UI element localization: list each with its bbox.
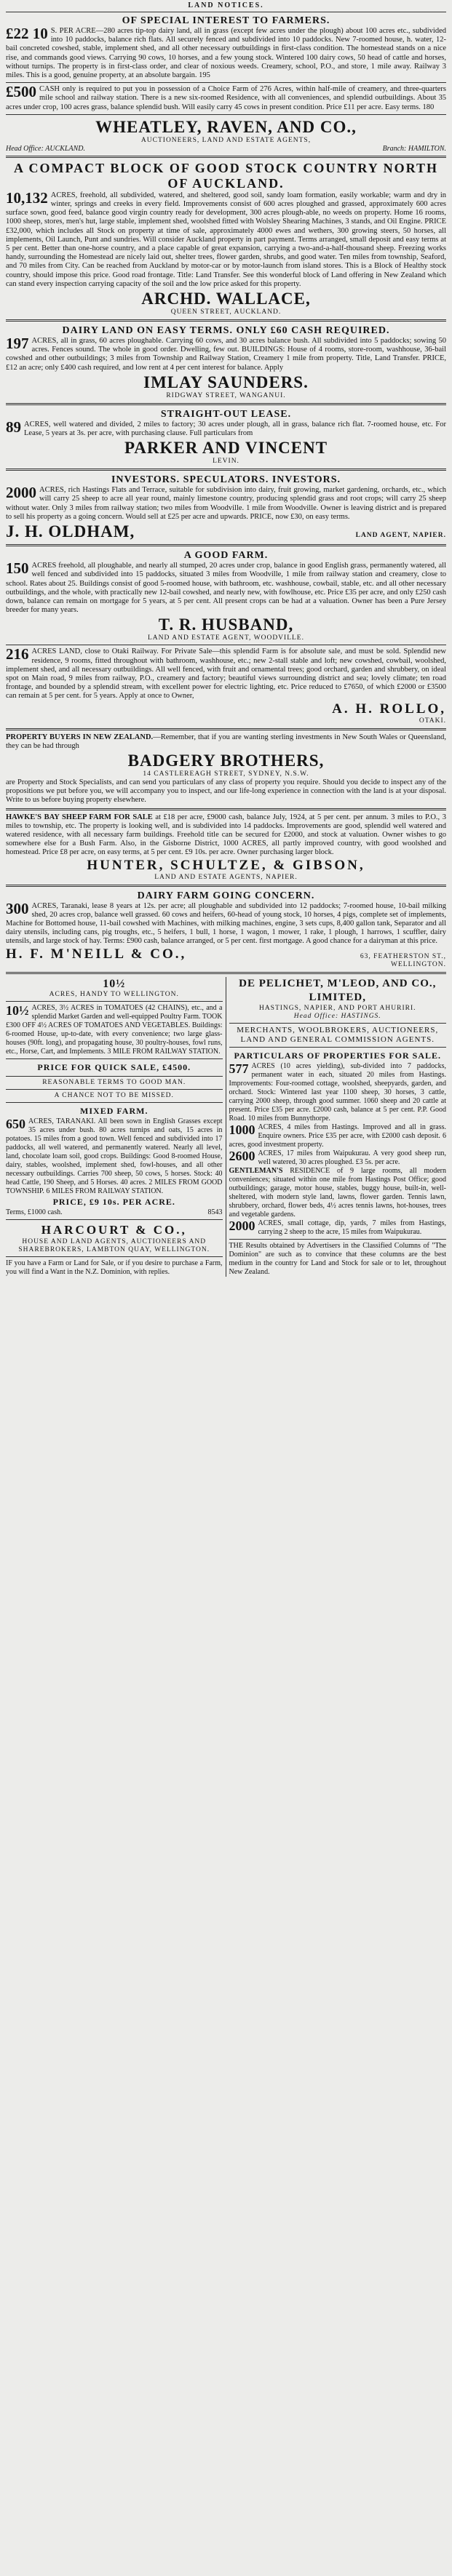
ad-otaki [6,647,446,725]
agent-name: A. H. ROLLO, [332,701,446,717]
ad-lead: £22 10 [6,25,48,42]
left-column [6,977,226,1277]
ad-title: INVESTORS. SPECULATORS. INVESTORS. [111,474,341,486]
ad-lead: 10½ [6,1002,29,1018]
branch: Branch: HAMILTON. [382,144,446,153]
ad-body: ACRES, 17 miles from Waipukurau. A very good sheep run, well watered, 30 acres ploughed. £3 5s. per acre. [258,1149,446,1166]
ad-lead: 1000 [229,1122,255,1137]
ad-straight-lease [6,408,446,466]
agent-caption: HOUSE AND LAND AGENTS, AUCTIONEERS AND SHAREBROKERS, LAMBTON QUAY, WELLINGTON. [18,1237,210,1253]
agent-caption: LAND AGENT, NAPIER. [355,532,446,540]
agent-caption: HASTINGS, NAPIER, AND PORT AHURIRI. [258,1004,416,1012]
ad-property-buyers [6,733,446,805]
ad-cash-500 [6,85,446,112]
ad-lead: GENTLEMAN'S [229,1166,283,1175]
ad-investors [6,474,446,541]
ad-body: at £18 per acre, £9000 cash, balance July, 1924, at 5 per cent. per annum. 3 miles to P.O., 3 miles to township, etc. The property is looking well, and is subdivided into 14 paddocks. Improvements are good, splendid well watered and watered residence, with all necessary farm buildings. Freehold title can be secured for £2000, and stock at valuation. Owner wishes to go somewhere else for a Bush Farm. Also, in the Gisborne District, 1000 ACRES, all partly improved country, with good woolshed and homestead. Price £8 per acre, on easy terms, at 5 per cent. £9 10s. per acre. Owner purchasing larger block. [6,813,446,857]
ad-lead: 10½ [103,977,126,990]
ad-body: ACRES, TARANAKI. All been sown in English Grasses except 35 acres under bush. 80 acres turnips and oats, 15 acres in potatoes. 15 miles from a good town. Well fenced and subdivided into 17 paddocks, all well watered, and permanently watered. Nearly all level, land, chocolate loam soil, good crops. Buildings: Good 8-roomed House, dairy, stables, woolshed, implement shed, fowl-houses, and all other necessary outbuildings. Carries 700 sheep, 50 cows, 5 horses. Stock: 40 head Cattle, 190 Sheep, and 5 Horses. 40 acres. 2 MILES FROM GOOD TOWNSHIP. 6 MILES FROM RAILWAY STATION. [6,1117,223,1195]
ad-lead: 2600 [229,1148,255,1163]
agent-name: PARKER AND VINCENT [124,439,328,458]
ad-hawkes-bay [6,813,446,882]
ad-ref: 180 [422,103,435,111]
terms-caption: REASONABLE TERMS TO GOOD MAN. [42,1078,186,1086]
agent-name: J. H. OLDHAM, [6,522,135,541]
two-column-section [6,977,446,1277]
ad-lead: PROPERTY BUYERS IN NEW ZEALAND. [6,733,154,741]
terms-line: Terms, £1000 cash. [6,1208,63,1216]
agent-name: HARCOURT & CO., [41,1222,187,1237]
ad-special-interest [6,15,446,80]
ad-lead: HAWKE'S BAY SHEEP FARM FOR SALE [6,813,153,821]
ad-body: ACRES, 4 miles from Hastings. Improved and all in grass. Enquire owners. Price £35 per acre, with £2000 cash deposit. 6 acres, good investment property. [229,1122,446,1149]
agent-caption: QUEEN STREET, AUCKLAND. [170,308,282,316]
agent-caption: LAND AND ESTATE AGENTS, NAPIER. [154,873,298,881]
ad-ref: 195 [199,71,210,80]
ad-body: IF you have a Farm or Land for Sale, or if you desire to purchase a Farm, you will find a Want in the N.Z. Dominion, with replies. [6,1259,223,1276]
ad-body: THE Results obtained by Advertisers in the Classified Columns of "The Dominion" are such as to convince that these columns are the best medium in the country for Land and Stock for sale or to let, throughout New Zealand. [229,1241,446,1276]
agent-name: WHEATLEY, RAVEN, AND CO., [95,117,357,136]
ad-wheatley [6,117,446,153]
ad-body: ACRES, Taranaki, lease 8 years at 12s. per acre; all ploughable and subdivided into 12 paddocks; 7-roomed house, 10-bail milking shed, 20 acres crop, balance well grassed. 60 cows and heifers, 60-head of young stock, 10 horses, 4 pigs, complete set of implements, Machine for Bottomed house, 11-bail cowshed with Machines, with milking machines, engine, 3 sets cups, 8,400 gallon tank, Separator and all dairy utensils, including cans, pig troughs, etc., 5 heifers, 1 bull, 1 horse, 1 wagon, 1 mower, 1 rake, 1 plough, 1 harrows, 1 scuffler, dairy utensils, and large stock of hay. Terms: £900 cash, balance arranged, or 5 per cent. first mortgage. A good chance for a dairyman at this price. [6,901,446,946]
agent-caption: LEVIN. [213,458,239,466]
agent-name: DE PELICHET, M'LEOD, AND CO., LIMITED, [239,977,437,1003]
agent-caption: AUCTIONEERS, LAND AND ESTATE AGENTS, [140,136,312,144]
agent-name: T. R. HUSBAND, [158,615,294,634]
price-title: PRICE FOR QUICK SALE, £4500. [37,1061,191,1072]
ad-body: ACRES freehold, all ploughable, and nearly all stumped, 20 acres under crop, balance in good English grass, permanently watered, all well fenced and subdivided into 15 paddocks, situated 3 miles from Woodville, 1 mile from railway station and creamery, close to school. Rates about 25. Buildings consist of good 5-roomed house, with bathroom, etc. washhouse, cowbail, stable, etc. and all other necessary outbuildings, and the whole, with practically new 12-bail cowshed, and nearly new, with fowlhouse, etc. Price £35 per acre, and only £250 cash down, balance can remain on mortgage for 5 years, at 5 per cent. All present crops can be had at a valuation. Owner has been a Pure Jersey breeder for many years. [6,562,446,615]
ad-title: MIXED FARM. [80,1105,148,1116]
ad-lead: 10,132 [6,188,48,207]
ad-lead: 300 [6,899,29,917]
head-office: Head Office: AUCKLAND. [6,144,85,153]
ad-body: RESIDENCE of 9 large rooms, all modern conveniences; situated within one mile from Hastings Post Office; good outbuildings; garage, motor house, stables, buggy house, built-in, well-sheltered, with modern style land, lawns, flower garden. Tennis lawn, shrubbery, orchard, flower beds, 4½ acres tennis lawns, hot-houses, trees and vegetable gardens. [229,1166,446,1219]
price-line: PRICE, £9 10s. PER ACRE. [52,1196,175,1207]
ad-body: ACRES LAND, close to Otaki Railway. For Private Sale—this splendid Farm is for absolute sale, and must be sold. Splendid new residence, 9 rooms, fitted throughout with bathroom, washhouse, etc.; new 2-stall stable and loft; new cowshed, cowbail, woolshed, implement shed, and all necessary outbuildings. All well fenced, with fruit and ornamental trees; good orchard, garden and shrubbery, on ideal spot on Main road, 9 miles from railway, P.O., creamery and factory; beautiful views surrounding district and sea; lovely climate; ten road frontage, and bounded by a splendid stream, with excellent power for electric lighting, etc. Price reduced to £7650, of which £2000 or £3500 can remain at 5 per cent. for 5 years. Apply at once to Owner, [6,647,446,701]
ad-body: ACRES, 3½ ACRES in TOMATOES (42 CHAINS), etc., and a splendid Market Garden and well-equipped Poultry Farm. TOOK £300 OFF 4½ ACRES OF TOMATOES AND VEGETABLES. Buildings: 6-roomed House, up-to-date, with every convenience; two large glass-houses (90ft. long), and propagating house, 30 poultry-houses, fowl runs, etc., Horse, Cart, and Implements. 3 MILE FROM RAILWAY STATION. [6,1003,223,1056]
ad-dairy-going-concern [6,890,446,969]
head-office: Head Office: HASTINGS. [293,1012,381,1020]
ad-body: ACRES, all in grass, 60 acres ploughable. Carrying 60 cows, and 30 acres balance bush. All subdivided into 5 paddocks; sowing 50 acres. Fences sound. The whole in good order. Dwelling, few out. BUILDINGS: House of 4 rooms, store-room, washhouse, 36-bail cowshed and other outbuildings; 3 miles from Township and Railway Station, Creamery 1 mile from property. Title, Land Transfer. PRICE, £12 an acre; only £400 cash required, and low rent at 4 per cent interest for balance. Apply [6,337,446,372]
ad-body: CASH only is required to put you in possession of a Choice Farm of 276 Acres, within half-mile of creamery, and three-quarters mile school and railway station. There is a new six-roomed Residence, with all conveniences, and splendid outbuildings. About 35 acres under crop, 100 acres grass, balance splendid bush. Will easily carry 45 cows in present condition. Price £11 per acre. Easy terms. [6,85,446,111]
ad-title: A COMPACT BLOCK OF GOOD STOCK COUNTRY NORTH OF AUCKLAND. [14,160,438,191]
ad-lead: 89 [6,418,21,436]
agent-address: 63, FEATHERSTON ST., WELLINGTON. [360,952,446,968]
ad-body: ACRES, rich Hastings Flats and Terrace, suitable for subdivision into dairy, fruit growing, market gardening, orchards, etc., which will carry 25 sheep to acre all year round, mainly limestone country, producing splendid grass and root crops; will carry 25 sheep without water. Only 3 miles from railway station; two miles from Woodville. 1 mile from Woodville. Owner is leaving district and is prepared to sell his property as a going concern. Would sell at £25 per acre and upwards. PRICE, now £30, on easy terms. [6,486,446,521]
ad-title: OF SPECIAL INTEREST TO FARMERS. [122,15,330,26]
ad-body: —Remember, that if you are wanting sterling investments in New South Wales or Queensland, they can be had through [6,733,447,750]
ad-lead: 2000 [229,1218,255,1233]
ad-lead: 577 [229,1061,249,1076]
particulars-title: PARTICULARS OF PROPERTIES FOR SALE. [234,1050,442,1061]
ad-body: ACRES, well watered and divided, 2 miles to factory; 30 acres under plough, all in grass, balance rich flat. 7-roomed house, etc. For Lease, 5 years at 3s. per acre, with purchasing clause. Full particulars from [24,420,446,438]
ad-ref: 8543 [207,1208,223,1216]
ad-title: A GOOD FARM. [183,550,269,562]
trade-line: MERCHANTS, WOOLBROKERS, AUCTIONEERS, LAND AND GENERAL COMMISSION AGENTS. [237,1025,439,1044]
ad-body: are Property and Stock Specialists, and can send you particulars of any class of property you require. Should you decide to inspect any of the propositions we put before you, we will accompany you to inspect, and our life-long experience in connection with the land is at your disposal. Write to us before buying property elsewhere. [6,778,446,805]
ad-compact-block [6,161,446,316]
ad-good-farm [6,549,446,642]
ad-title: STRAIGHT-OUT LEASE. [160,408,292,420]
ad-body: ACRES, small cottage, dip, yards, 7 miles from Hastings, carrying 2 sheep to the acre, 15 miles from Waipukurau. [258,1219,446,1236]
ad-body: S. PER ACRE—280 acres tip-top dairy land, all in grass (except few acres under the plough) about 100 acres etc., subdivided into 10 paddocks, balance rich flats. All securely fenced and subdivided into 10 paddocks. New 7-roomed house, h. water, 12-bail concreted cowshed, stable, implement shed, and all other necessary outbuildings in first-class condition. The homestead stands on a nice rise, and commands good views. Carrying 90 cows, 10 horses, and a few young stock. Wintered 100 dairy cows, 50 head of cattle and horses, without turnips. The property is in first-class order, and clear of noxious weeds. Creamery, school, P.O., and store, 1 mile away. Railway 3 miles. This is a good, genuine property, at an absolute bargain. [6,27,446,80]
agent-name: H. F. M'NEILL & CO., [6,946,187,962]
chance-caption: A CHANCE NOT TO BE MISSED. [54,1091,174,1099]
agent-caption: RIDGWAY STREET, WANGANUI. [166,391,286,399]
agent-caption: 14 CASTLEREAGH STREET, SYDNEY, N.S.W. [143,770,309,778]
ad-lead: 2000 [6,484,36,502]
ad-caption: ACRES, HANDY TO WELLINGTON. [49,990,179,998]
agent-caption: OTAKI. [419,717,446,725]
ad-body: ACRES (10 acres yielding), sub-divided into 7 paddocks, permanent water in each, situated 20 miles from Hastings. Improvements: Four-roomed cottage, woolshed, sheepyards, garden, and orchard. Stock: Wintered last year 1100 sheep, 30 horses, 3 cattle, carrying 2000 sheep, through good summer. 1060 sheep and 20 cattle at present. Price £35 per acre. £2000 cash, balance at 5 per cent. P.P. Good Road. 10 miles from Bunnythorpe. [229,1061,446,1122]
agent-name: ARCHD. WALLACE, [141,290,311,308]
ad-lead: 650 [6,1116,25,1131]
agent-name: HUNTER, SCHULTZE, & GIBSON, [87,857,365,873]
agent-caption: LAND AND ESTATE AGENT, WOODVILLE. [147,634,304,642]
ad-lead: 216 [6,645,29,663]
ad-title: DAIRY FARM GOING CONCERN. [137,890,315,901]
ad-lead: 197 [6,335,29,353]
right-column [226,977,447,1277]
ad-body: ACRES, freehold, all subdivided, watered, and sheltered, good soil, sandy loam formation, easily workable; warm and dry in winter, springs and creeks in every field. Improvements consist of 600 acres ploughed and grassed, approximately 600 acres surface sown, good feed, balance good virgin country ready for development, 300 acres plough-able, no weeds on property. Home 16 rooms, 1000 sheep, stores, men's hut, large stable, implement shed, woolshed fitted with Wolsley Shearing Machines, 3 stands, and Oil Engine. PRICE £32,000, which includes all Stock on property at time of sale, approximately 4000 ewes and wethers, 300 growing steers, 50 horses, all implements, Oil Launch, Punt and sundries. Will consider Auckland property in part payment. Terms arranged, small deposit and easy terms at 5 per cent. Better than one-horse country, and a place capable of great expansion, carrying a two-and-a-half-thousand sheep. Freezing works handy, surrounding the Homestead are nicely laid out, shelter trees, flower garden, shrubs, and good water. Ten miles from township, Seaford, and 70 miles from City. Can be reached from Auckland by motor-car or by motor-launch from island stores. This is a Block of Healthy stock country, should impose this price. Good road frontage. Title: Land Transfer. See this wonderful block of Land offering in New Zealand which can stand every inspection carrying capacity of the soil and the low price asked for this property. [6,191,446,288]
section-header: LAND NOTICES. [188,1,264,9]
ad-lead: 150 [6,559,29,578]
ad-title: DAIRY LAND ON EASY TERMS. ONLY £60 CASH REQUIRED. [62,325,390,337]
ad-dairy-easy-terms [6,324,446,400]
agent-name: BADGERY BROTHERS, [127,751,325,770]
ad-lead: £500 [6,83,36,101]
agent-name: IMLAY SAUNDERS. [143,372,309,391]
